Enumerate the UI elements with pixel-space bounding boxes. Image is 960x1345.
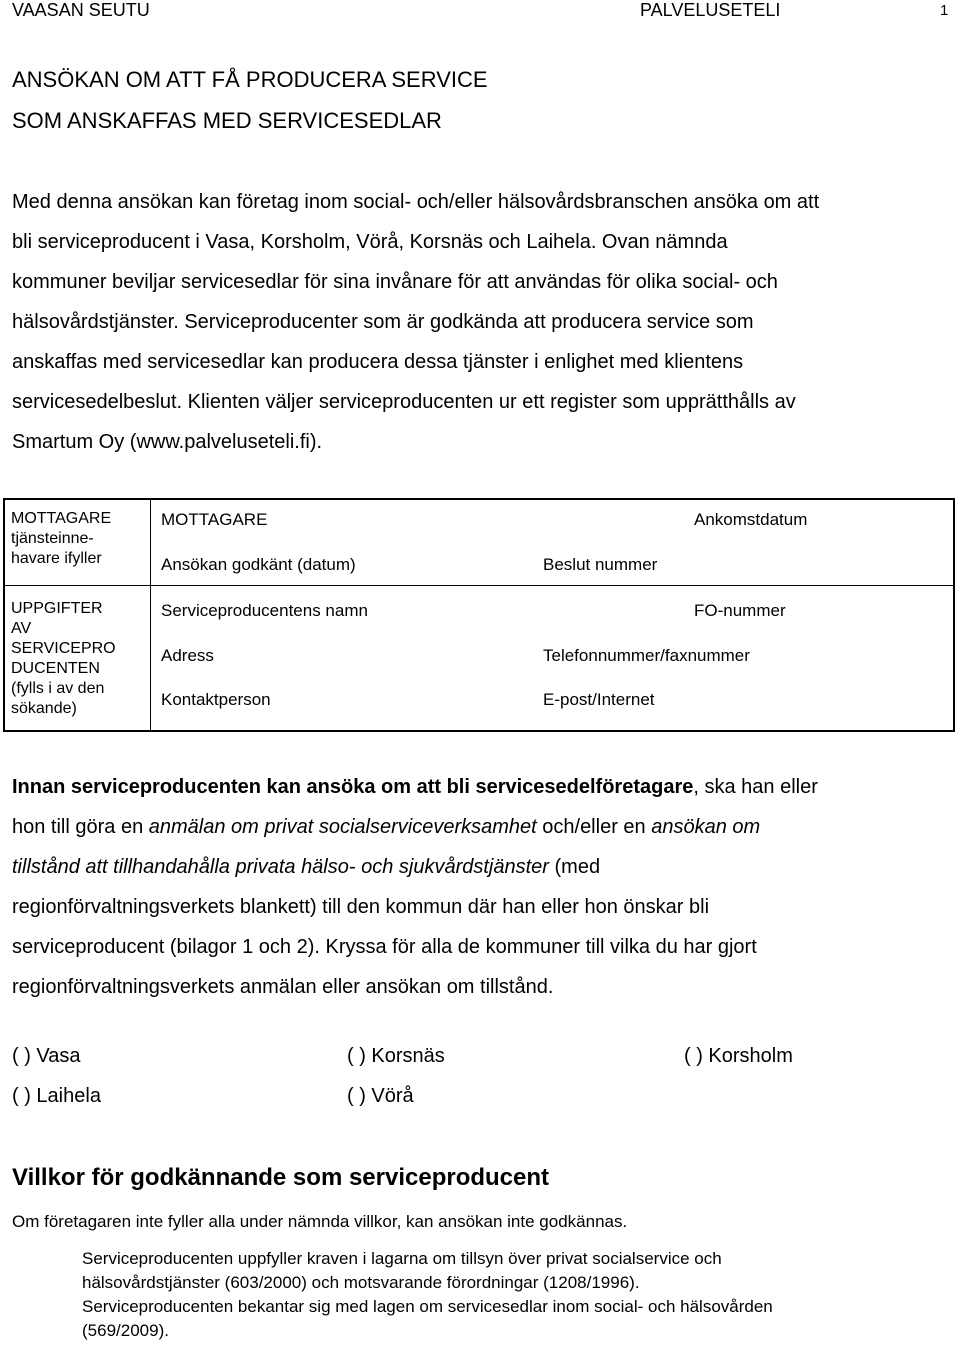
recipient-head-line: MOTTAGARE xyxy=(11,510,112,527)
checkbox-vora[interactable]: ( ) Vörå xyxy=(347,1085,414,1107)
notice-text: , ska han eller xyxy=(693,776,818,798)
provider-head-line: SERVICEPRO xyxy=(11,640,116,657)
condition-item-1-line2: hälsovårdstjänster (603/2000) och motsvarande förordningar (1208/1996). xyxy=(82,1273,640,1292)
checkbox-korsnas[interactable]: ( ) Korsnäs xyxy=(347,1045,445,1067)
provider-head-line: UPPGIFTER xyxy=(11,600,103,617)
notice-italic: ansökan om xyxy=(651,816,761,838)
notice-line xyxy=(12,807,760,847)
recipient-section-head xyxy=(11,509,111,569)
intro-line: servicesedelbeslut. Klienten väljer serviceproducenten ur ett register som upprätthålls av xyxy=(12,391,796,413)
notice-line xyxy=(12,847,600,887)
notice-bold: Innan serviceproducenten kan ansöka om att bli servicesedelföretagare xyxy=(12,776,694,798)
header-doc-type: PALVELUSETELI xyxy=(640,0,781,20)
intro-line: Smartum Oy (www.palveluseteli.fi). xyxy=(12,431,323,453)
notice-text: (med xyxy=(548,856,601,878)
form-column-divider xyxy=(150,500,151,730)
checkbox-vasa[interactable]: ( ) Vasa xyxy=(12,1045,81,1067)
email-web-field[interactable]: E-post/Internet xyxy=(543,690,655,709)
form-row-divider xyxy=(5,585,953,586)
page-title-line2: SOM ANSKAFFAS MED SERVICESEDLAR xyxy=(12,108,442,133)
condition-item-2-line1: Serviceproducenten bekantar sig med lagen om servicesedlar inom social- och hälsovården xyxy=(82,1297,773,1316)
provider-head-line: sökande) xyxy=(11,700,77,717)
provider-name-field[interactable]: Serviceproducentens namn xyxy=(161,601,368,620)
condition-item-1-line1: Serviceproducenten uppfyller kraven i lagarna om tillsyn över privat socialservice och xyxy=(82,1249,722,1268)
provider-head-line: DUCENTEN xyxy=(11,660,100,677)
notice-line: regionförvaltningsverkets blankett) till den kommun där han eller hon önskar bli xyxy=(12,896,710,918)
notice-italic: anmälan om privat socialserviceverksamhet xyxy=(148,816,537,838)
approved-date-field[interactable]: Ansökan godkänt (datum) xyxy=(161,555,356,574)
contact-person-field[interactable]: Kontaktperson xyxy=(161,690,271,709)
checkbox-korsholm[interactable]: ( ) Korsholm xyxy=(684,1045,793,1067)
business-id-field[interactable]: FO-nummer xyxy=(694,601,786,620)
phone-fax-field[interactable]: Telefonnummer/faxnummer xyxy=(543,646,750,665)
notice-text: och/eller en xyxy=(536,816,652,838)
application-form-table xyxy=(3,498,955,732)
intro-line: anskaffas med servicesedlar kan producera dessa tjänster i enlighet med klientens xyxy=(12,351,744,373)
intro-line: bli serviceproducent i Vasa, Korsholm, Vörå, Korsnäs och Laihela. Ovan nämnda xyxy=(12,231,728,253)
header-org: VAASAN SEUTU xyxy=(12,0,150,20)
recipient-head-line: havare ifyller xyxy=(11,550,102,567)
decision-number-field[interactable]: Beslut nummer xyxy=(543,555,658,574)
notice-line: regionförvaltningsverkets anmälan eller ansökan om tillstånd. xyxy=(12,976,554,998)
intro-line: kommuner beviljar servicesedlar för sina invånare för att användas för olika social- och xyxy=(12,271,778,293)
page-title-line1: ANSÖKAN OM ATT FÅ PRODUCERA SERVICE xyxy=(12,67,488,92)
intro-line: hälsovårdstjänster. Serviceproducenter som är godkända att producera service som xyxy=(12,311,754,333)
notice-line: serviceproducent (bilagor 1 och 2). Kryssa för alla de kommuner till vilka du har gjort xyxy=(12,936,757,958)
checkbox-laihela[interactable]: ( ) Laihela xyxy=(12,1085,101,1107)
provider-head-line: (fylls i av den xyxy=(11,680,105,697)
recipient-field-label: MOTTAGARE xyxy=(161,510,268,529)
address-field[interactable]: Adress xyxy=(161,646,214,665)
page-number: 1 xyxy=(940,2,949,19)
intro-line: Med denna ansökan kan företag inom social- och/eller hälsovårdsbranschen ansöka om att xyxy=(12,191,820,213)
arrival-date-field[interactable]: Ankomstdatum xyxy=(694,510,808,529)
conditions-intro: Om företagaren inte fyller alla under nämnda villkor, kan ansökan inte godkännas. xyxy=(12,1212,628,1231)
provider-head-line: AV xyxy=(11,620,32,637)
notice-text: hon till göra en xyxy=(12,816,149,838)
conditions-heading: Villkor för godkännande som serviceproducent xyxy=(12,1164,550,1191)
notice-line xyxy=(12,767,818,807)
provider-section-head xyxy=(11,599,116,719)
recipient-head-line: tjänsteinne- xyxy=(11,530,94,547)
condition-item-2-line2: (569/2009). xyxy=(82,1321,169,1340)
notice-italic: tillstånd att tillhandahålla privata hälso- och sjukvårdstjänster xyxy=(12,856,549,878)
